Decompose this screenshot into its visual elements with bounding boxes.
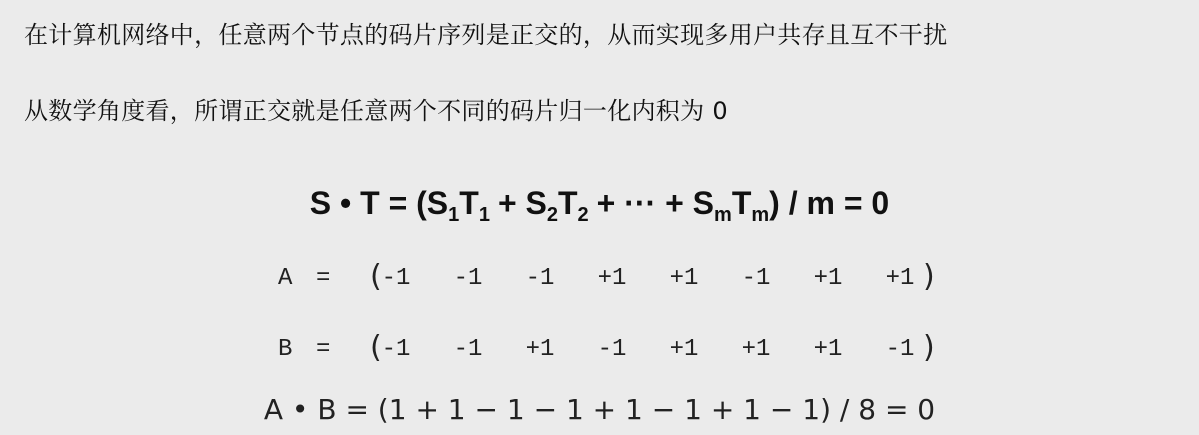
vector-b-open-paren: ( — [370, 330, 382, 365]
vector-b-chip: -1 — [453, 336, 483, 363]
formula-lhs: S • T = (S — [309, 185, 449, 221]
formula-sub: 1 — [448, 204, 460, 226]
vector-a-open-paren: ( — [370, 259, 382, 294]
formula-sub: 2 — [577, 204, 589, 226]
vector-b-close-paren: ) — [923, 330, 935, 365]
formula-t: T — [731, 185, 752, 221]
vector-b-chip: +1 — [813, 336, 843, 363]
vector-a-chip: -1 — [453, 265, 483, 292]
vector-a-chip: -1 — [741, 265, 771, 292]
vector-b-chip: +1 — [669, 336, 699, 363]
formula-end: ) / m = 0 — [769, 185, 890, 221]
vector-a-chip: +1 — [669, 265, 699, 292]
vector-a-name: A — [278, 265, 293, 292]
vector-b-chip: +1 — [525, 336, 555, 363]
vector-a-equals: = — [316, 265, 331, 292]
vector-b-chip: -1 — [597, 336, 627, 363]
vector-b-chip: -1 — [381, 336, 411, 363]
formula-sub: 1 — [478, 204, 490, 226]
vector-a-chip: +1 — [813, 265, 843, 292]
vector-a-chip: +1 — [597, 265, 627, 292]
vector-b-equals: = — [316, 336, 331, 363]
intro-line-orthogonal: 在计算机网络中，任意两个节点的码片序列是正交的，从而实现多用户共存且互不干扰 — [24, 21, 948, 49]
formula-sub: 2 — [546, 204, 558, 226]
formula-ellipsis: + ··· + S — [596, 185, 715, 221]
vector-b-chip: +1 — [741, 336, 771, 363]
dot-product-result: A • B = (1 + 1 − 1 − 1 + 1 − 1 + 1 − 1) / 8 = 0 — [263, 393, 936, 426]
vector-a-chip: -1 — [381, 265, 411, 292]
vector-a-close-paren: ) — [923, 259, 935, 294]
formula-t: T — [557, 185, 578, 221]
intro-line-inner-product: 从数学角度看，所谓正交就是任意两个不同的码片归一化内积为 0 — [24, 97, 728, 125]
formula-plus: + S — [497, 185, 547, 221]
vector-a-chip: -1 — [525, 265, 555, 292]
vector-a-chip: +1 — [885, 265, 915, 292]
normalized-inner-product-formula — [0, 185, 1199, 226]
vector-b-name: B — [278, 336, 293, 363]
formula-t: T — [459, 185, 479, 221]
vector-b-chip: -1 — [885, 336, 915, 363]
formula-sub: m — [714, 204, 732, 226]
formula-sub: m — [751, 204, 770, 226]
